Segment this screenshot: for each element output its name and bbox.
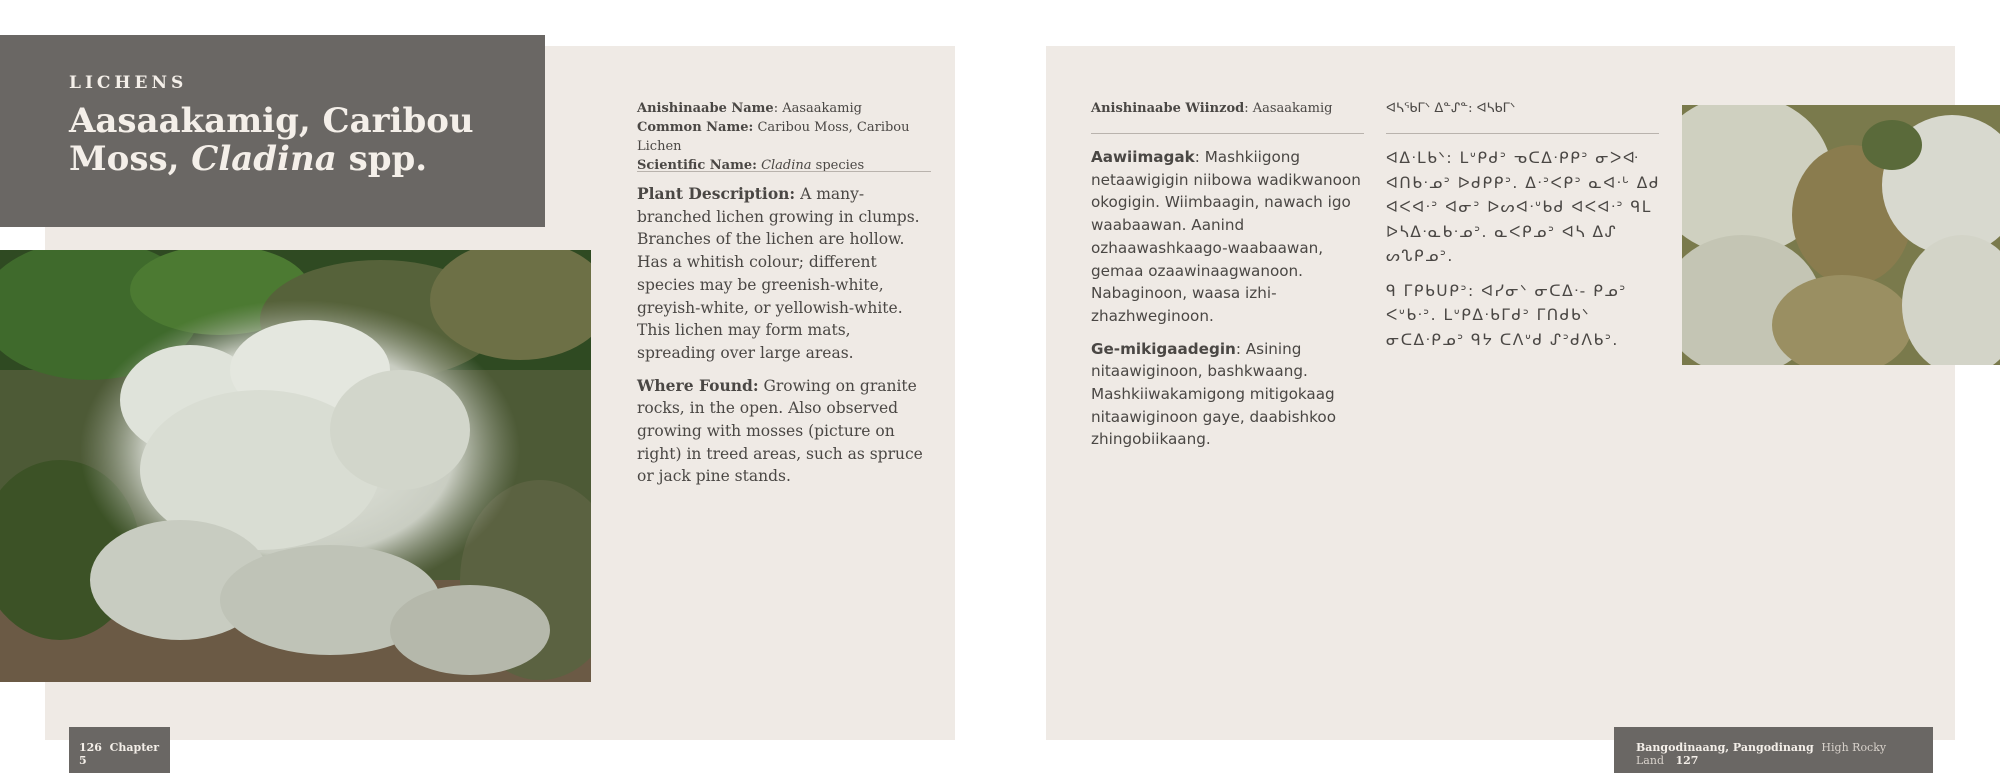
aawiimagak-label: Aawiimagak	[1091, 148, 1195, 166]
syllabic-description-body	[1386, 146, 1661, 362]
divider	[1386, 133, 1659, 134]
scientific-name-label: Scientific Name:	[637, 158, 757, 173]
wiinzod-row	[1091, 99, 1366, 118]
plant-description-body	[637, 183, 932, 498]
plant-description-label: Plant Description:	[637, 184, 796, 203]
common-name-row	[637, 118, 932, 156]
title-genus: Cladina	[191, 139, 337, 179]
divider	[637, 171, 931, 172]
footer-subtitle: High Rocky Land	[1636, 741, 1887, 767]
common-name-value: Caribou Moss, Caribou Lichen	[637, 120, 910, 154]
anishinaabe-name-row	[637, 99, 932, 118]
plant-description-text: A many-branched lichen growing in clumps. Branches of the lichen are hollow. Has a whitish colour; different species may be greenish-white, greyish-white, or yellowish-white. This lichen may form mats, spreading over large areas.	[637, 185, 920, 362]
title-line-2-prefix: Moss,	[69, 139, 192, 179]
footer-left	[69, 727, 170, 773]
mikigaadegin-paragraph	[1091, 338, 1368, 452]
mikigaadegin-label: Ge-mikigaadegin	[1091, 339, 1236, 358]
anishinaabe-name-label: Anishinaabe Name	[637, 101, 774, 116]
page-number-left: 126	[79, 741, 102, 754]
footer-right	[1614, 727, 1933, 773]
syllabic-paragraph-2: ᑫ ᒥᑭᑲᑌᑭᐣ: ᐊᓯᓂᐠ ᓂᑕᐃᐧ- ᑭᓄᐣ ᐸᐡᑲᐧᐣ. ᒪᐡᑭᐃᐧᑲᒥᑯᐣ ᒥᑎᑯᑲᐠ ᓂᑕᐃᐧᑭᓄᐣ ᑫᔭ ᑕᐱᐡᑯ ᔑᐣᑯᐱᑲᐣ.	[1386, 281, 1627, 349]
aawiimagak-paragraph	[1091, 146, 1368, 328]
where-found-label: Where Found:	[637, 375, 759, 395]
where-found	[637, 375, 932, 489]
common-name-label: Common Name:	[637, 120, 754, 135]
title-line-1: Aasaakamig, Caribou	[69, 101, 474, 141]
lichen-with-mosses-photo	[1682, 105, 2000, 365]
chapter-label: Chapter 5	[79, 741, 160, 767]
plant-names-block	[637, 99, 932, 175]
syllabic-paragraph-1: ᐊᐃᐧᒪᑲᐠ: ᒪᐡᑭᑯᐣ ᓀᑕᐃᐧᑭᑭᐣ ᓂᐳᐘ ᐊᑎᑲᐧᓄᐣ ᐅᑯᑭᑭᐣ. ᐃᐧᐣᐸᑭᐣ ᓇᐊᐧᒡ ᐃᑯ ᐊᐸᐊᐧᐣ ᐊᓂᐣ ᐅᔕᐊᐧᐡᑲᑯ ᐊᐸᐊᐧᐣ ᑫᒪ ᐅᓴᐃᐧᓇᑲᐧᓄᐣ. ᓇᐸᑭᓄᐣ ᐊᓴ ᐃᔑ ᔕᔐᑭᓄᐣ.	[1386, 149, 1661, 265]
mikigaadegin-text: : Asining nitaawiginoon, bashkwaang. Mashkiiwakamigong mitigokaag nitaawiginoon gaye, daabishkoo zhingobiikaang.	[1091, 339, 1337, 449]
scientific-genus: Cladina	[761, 158, 812, 173]
section-label: LICHENS	[69, 73, 188, 93]
anishinaabe-name-value: : Aasaakamig	[773, 101, 862, 116]
caribou-lichen-photo	[0, 250, 591, 682]
where-found-text: Growing on granite rocks, in the open. Also observed growing with mosses (picture on right) in treed areas, such as spruce or jack pine stands.	[637, 376, 923, 486]
aawiimagak-text: : Mashkiigong netaawigigin niibowa wadikwanoon okogigin. Wiimbaagin, nawach igo waabaawan. Aanind ozhaawashkaago-waabaawan, gemaa ozaawinaagwanoon. Nabaginoon, waasa izhi-zhazhweginoon.	[1091, 148, 1361, 325]
scientific-name-row	[637, 156, 932, 175]
plant-description	[637, 183, 932, 365]
page-title	[69, 102, 545, 178]
wiinzod-label: Anishinaabe Wiinzod	[1091, 101, 1245, 116]
title-banner	[0, 35, 545, 227]
scientific-name-value: species	[811, 158, 865, 173]
footer-title: Bangodinaang, Pangodinang	[1636, 741, 1814, 754]
divider	[1091, 133, 1364, 134]
page-number-right: 127	[1675, 754, 1699, 767]
syllabic-name-row: ᐊᓴᕐᑲᒥᐠ ᐃᓐᔑᓐ: ᐊᓴᑲᒥᐠ	[1386, 101, 1516, 116]
title-line-2-suffix: spp.	[336, 139, 428, 179]
wiinzod-value: : Aasaakamig	[1244, 101, 1333, 116]
anishinaabe-description-body	[1091, 146, 1368, 461]
